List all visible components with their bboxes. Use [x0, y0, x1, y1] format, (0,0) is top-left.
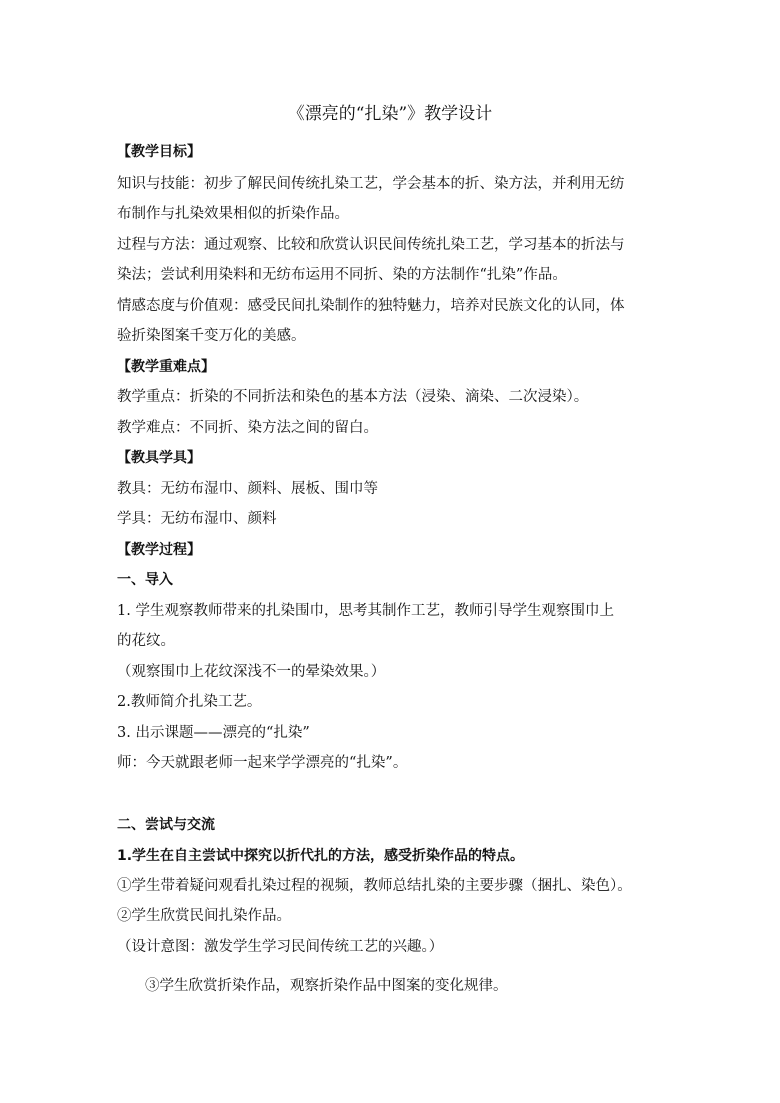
text-line: ③学生欣赏折染作品，观察折染作品中图案的变化规律。	[145, 978, 508, 994]
text-line: 师：今天就跟老师一起来学学漂亮的“扎染”。	[117, 755, 408, 771]
text-line: 3. 出示课题——漂亮的“扎染”	[117, 725, 310, 741]
text-line: 布制作与扎染效果相似的折染作品。	[117, 206, 349, 222]
document-title: 《漂亮的“扎染”》教学设计	[287, 104, 493, 124]
section-heading-materials: 【教具学具】	[117, 450, 201, 466]
text-line: 染法；尝试利用染料和无纺布运用不同折、染的方法制作“扎染”作品。	[117, 267, 567, 283]
text-line: 1. 学生观察教师带来的扎染围巾，思考其制作工艺，教师引导学生观察围巾上	[117, 603, 614, 619]
bold-text-line: 1.学生在自主尝试中探究以折代扎的方法，感受折染作品的特点。	[117, 848, 525, 864]
text-line: 情感态度与价值观：感受民间扎染制作的独特魅力，培养对民族文化的认同，体	[117, 298, 625, 314]
text-line: 教具：无纺布湿巾、颜料、展板、围巾等	[117, 481, 378, 497]
text-line: 教学难点：不同折、染方法之间的留白。	[117, 420, 378, 436]
text-line: （观察围巾上花纹深浅不一的晕染效果。）	[117, 664, 386, 680]
text-line: ①学生带着疑问观看扎染过程的视频，教师总结扎染的主要步骤（捆扎、染色）。	[117, 878, 632, 894]
text-line: 验折染图案千变万化的美感。	[117, 328, 306, 344]
text-line: 的花纹。	[117, 633, 175, 649]
text-line: 过程与方法：通过观察、比较和欣赏认识民间传统扎染工艺，学习基本的折法与	[117, 237, 625, 253]
text-line: ②学生欣赏民间扎染作品。	[117, 908, 291, 924]
section-heading-key-points: 【教学重难点】	[117, 359, 215, 375]
text-line: 知识与技能：初步了解民间传统扎染工艺，学会基本的折、染方法，并利用无纺	[117, 176, 625, 192]
text-line: 教学重点：折染的不同折法和染色的基本方法（浸染、滴染、二次浸染）。	[117, 389, 589, 405]
text-line: 2.教师简介扎染工艺。	[117, 694, 262, 710]
section-heading-objectives: 【教学目标】	[117, 144, 201, 160]
subheading-try-and-share: 二、尝试与交流	[117, 817, 215, 833]
section-heading-process: 【教学过程】	[117, 542, 201, 558]
text-line: （设计意图：激发学生学习民间传统工艺的兴趣。）	[117, 939, 444, 955]
subheading-intro: 一、导入	[117, 572, 173, 588]
text-line: 学具：无纺布湿巾、颜料	[117, 511, 277, 527]
